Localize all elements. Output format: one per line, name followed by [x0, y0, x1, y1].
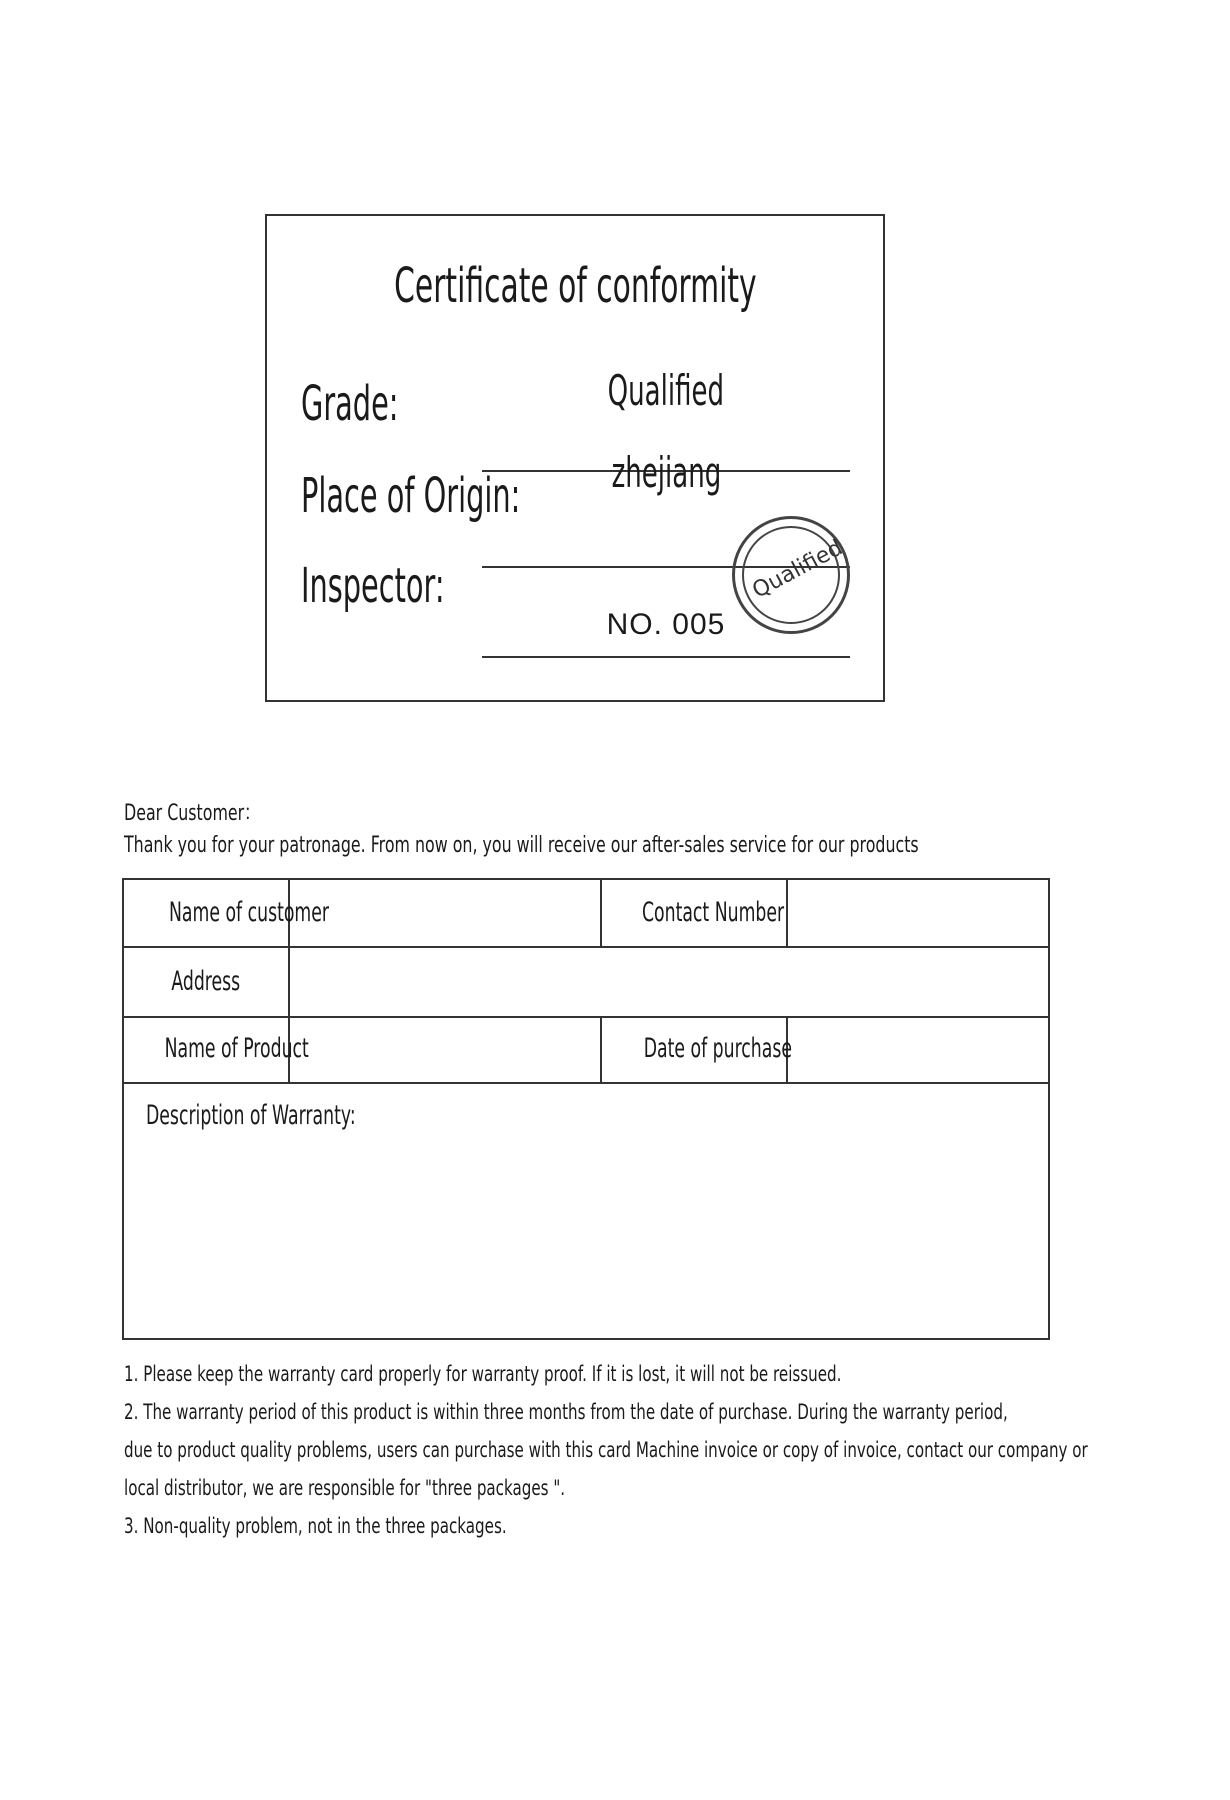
name-of-product-field[interactable] [290, 1018, 598, 1080]
note-2: 2. The warranty period of this product is within three months from the date of purchase. During the warranty period, [124, 1400, 1008, 1424]
name-of-customer-field[interactable] [290, 882, 598, 944]
inspector-label: Inspector: [301, 558, 445, 614]
contact-number-label: Contact Number [641, 897, 785, 928]
grade-label: Grade: [301, 376, 399, 432]
greeting: Dear Customer： [124, 801, 260, 826]
description-of-warranty-field[interactable] [126, 1140, 1046, 1336]
row-divider [124, 1082, 1048, 1084]
note-2-continued: local distributor, we are responsible for "three packages ". [124, 1476, 566, 1500]
name-of-customer-label: Name of customer [169, 897, 329, 928]
note-2-continued: due to product quality problems, users can purchase with this card Machine invoice or copy of invoice, contact our company or [124, 1438, 1088, 1462]
certificate-card [265, 214, 885, 702]
contact-number-field[interactable] [788, 882, 1048, 944]
inspector-value: NO. 005 [606, 608, 726, 641]
qualified-stamp [732, 516, 850, 634]
origin-value: zhejiang [611, 448, 721, 497]
certificate-title: Certificate of conformity [393, 258, 757, 314]
note-1: 1. Please keep the warranty card properly for warranty proof. If it is lost, it will not be reissued. [124, 1362, 842, 1386]
grade-value: Qualified [607, 366, 725, 415]
address-label: Address [171, 966, 241, 997]
origin-label: Place of Origin: [301, 468, 521, 524]
intro-text: Thank you for your patronage. From now on, you will receive our after-sales service for our products [124, 833, 919, 858]
warranty-table [122, 878, 1050, 1340]
description-of-warranty-label: Description of Warranty: [146, 1100, 356, 1131]
date-of-purchase-label: Date of purchase [643, 1033, 792, 1064]
name-of-product-label: Name of Product [164, 1033, 309, 1064]
stamp-text: Qualified [748, 535, 847, 604]
note-3: 3. Non-quality problem, not in the three packages. [124, 1514, 507, 1538]
date-of-purchase-field[interactable] [788, 1018, 1048, 1080]
inspector-underline [482, 656, 850, 658]
address-field[interactable] [290, 948, 1048, 1014]
